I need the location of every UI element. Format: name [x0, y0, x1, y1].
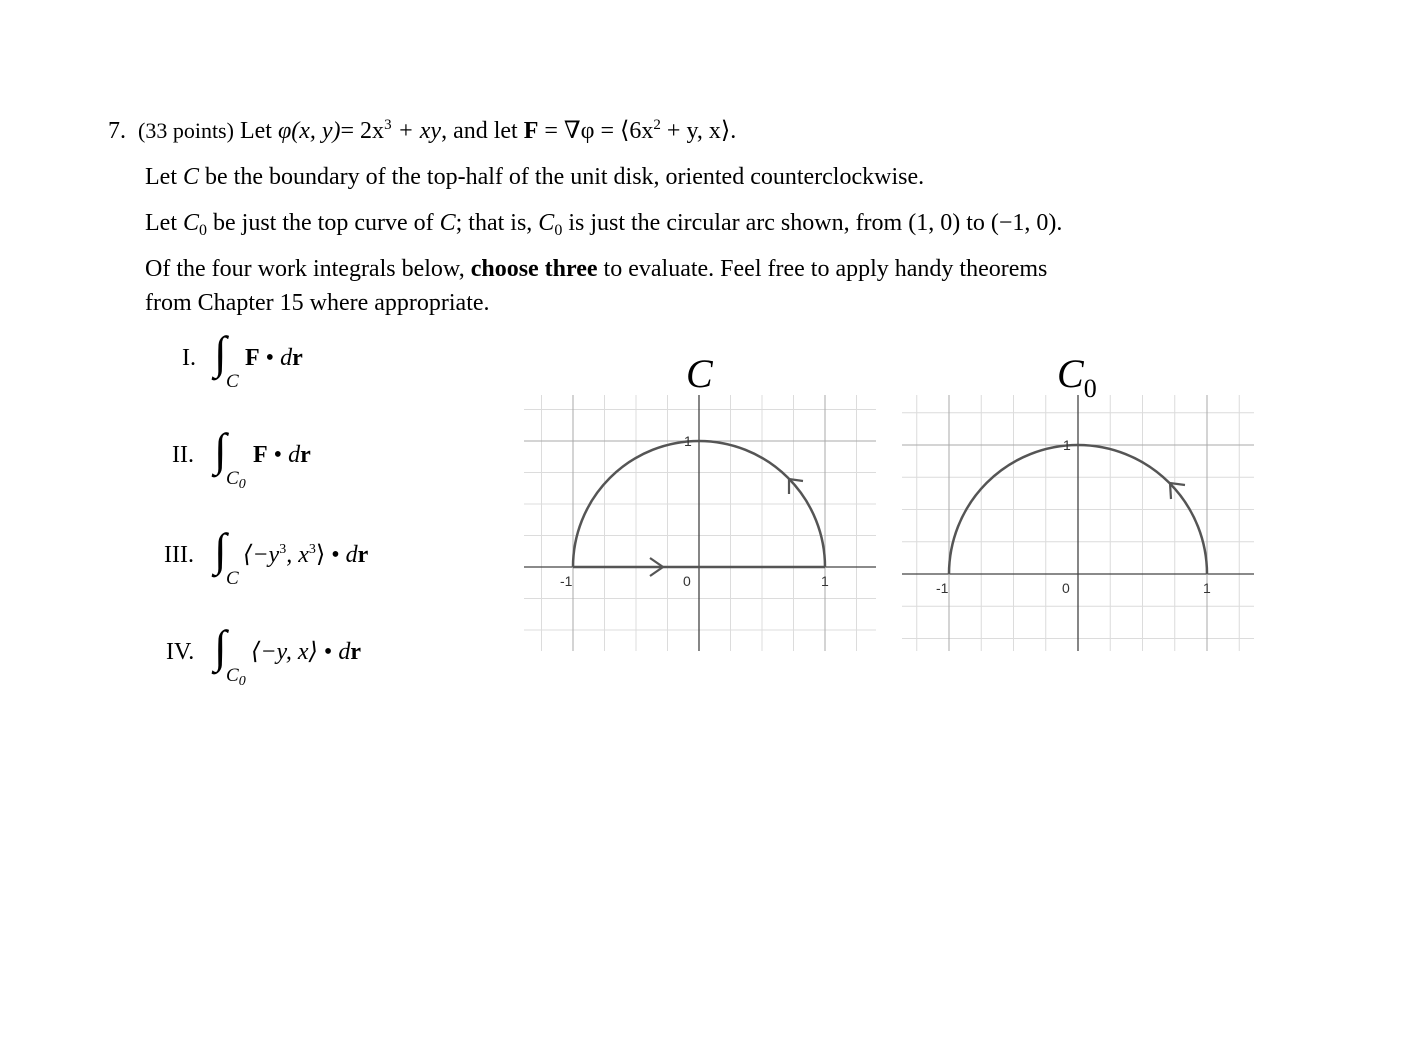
line4-a: Of the four work integrals below, — [145, 256, 471, 282]
line-boundary — [145, 163, 924, 191]
line-top-curve — [145, 209, 1062, 240]
r: r — [357, 542, 369, 568]
integral-sub — [226, 569, 239, 589]
problem-points: (33 points) — [138, 118, 234, 143]
integrand-I — [245, 344, 303, 372]
sub-0b: 0 — [554, 222, 563, 239]
vec-mid: , x — [286, 542, 309, 568]
F: F — [245, 345, 260, 371]
and-let: , and let — [441, 118, 524, 144]
sub-C: C — [226, 468, 239, 489]
title-sub: 0 — [1083, 374, 1097, 403]
line-instructions — [145, 255, 1047, 283]
sub-C: C — [226, 665, 239, 686]
numeral-I: I. — [182, 345, 196, 371]
numeral-II: II. — [172, 442, 194, 468]
vec: ⟨−y, x⟩ — [251, 639, 318, 665]
choose-three: choose three — [470, 256, 598, 282]
curve-C0-ref: C — [538, 210, 555, 236]
integral-sign: ∫ — [214, 621, 227, 672]
integral-sign: ∫ — [214, 424, 227, 475]
vec-tail: + y, x⟩. — [660, 118, 737, 144]
numeral-IV: IV. — [166, 639, 195, 665]
exp-b: 3 — [308, 542, 316, 557]
tick-origin: 0 — [1062, 580, 1070, 596]
integral-sub — [226, 666, 246, 688]
dot: • — [325, 542, 346, 568]
line3-d: is just the circular arc shown, from (1, 0) to (−1, 0). — [562, 210, 1063, 236]
curve-C0: C — [182, 210, 199, 236]
curve-C-ref: C — [439, 210, 456, 236]
title-text: C — [1057, 351, 1084, 396]
vec-end: ⟩ — [315, 542, 326, 568]
F: F — [253, 442, 268, 468]
r: r — [350, 639, 361, 665]
tick-right: 1 — [1203, 580, 1211, 596]
line2-b: be the boundary of the top-half of the unit disk, oriented counterclockwise. — [199, 164, 925, 190]
graph-title-C — [686, 352, 713, 396]
dot: • — [259, 345, 281, 371]
graph-C — [524, 395, 876, 651]
phi-eq: = 2x — [340, 118, 385, 144]
line3-c: ; that is, — [455, 210, 539, 236]
integrand-II — [253, 441, 311, 469]
title-text: C — [686, 351, 713, 396]
line2-a: Let — [145, 164, 183, 190]
problem-number: 7. — [108, 118, 126, 144]
tick-right: 1 — [821, 573, 829, 589]
exp-a: 3 — [279, 542, 287, 557]
tick-left: -1 — [560, 573, 573, 589]
dot: • — [267, 442, 289, 468]
grid — [524, 395, 876, 651]
d: d — [288, 442, 301, 468]
tick-left: -1 — [936, 580, 949, 596]
graph-C0 — [902, 395, 1254, 651]
sub-0: 0 — [238, 674, 246, 689]
graph-title-C0 — [1057, 352, 1097, 401]
grad-part: = ∇φ = ⟨6x — [538, 118, 654, 144]
r: r — [300, 442, 311, 468]
sub-C: C — [226, 568, 239, 589]
line4-b: to evaluate. Feel free to apply handy theorems — [597, 256, 1048, 282]
dot: • — [317, 639, 339, 665]
tick-top: 1 — [684, 433, 692, 449]
problem-header — [108, 117, 736, 148]
F-bold: F — [523, 118, 539, 144]
curve-C: C — [182, 164, 199, 190]
integral-sub — [226, 469, 246, 491]
d: d — [280, 345, 293, 371]
sub-C: C — [226, 371, 239, 392]
integral-sign: ∫ — [214, 524, 227, 575]
integrand-IV — [251, 638, 361, 666]
sub-0: 0 — [238, 477, 246, 492]
integral-sub — [226, 372, 239, 392]
d: d — [338, 639, 351, 665]
tick-top: 1 — [1063, 437, 1071, 453]
sub-0: 0 — [199, 222, 207, 239]
line3-a: Let — [145, 210, 183, 236]
r: r — [292, 345, 303, 371]
exp-3: 3 — [384, 117, 392, 133]
exp-2: 2 — [653, 117, 661, 133]
line-chapter: from Chapter 15 where appropriate. — [145, 290, 490, 316]
integrand-III — [243, 541, 368, 573]
numeral-III: III. — [164, 542, 194, 568]
d: d — [345, 542, 358, 568]
plus-xy: + xy — [391, 118, 442, 144]
vec-start: ⟨−y — [243, 542, 280, 568]
integral-sign: ∫ — [214, 327, 227, 378]
line3-b: be just the top curve of — [207, 210, 440, 236]
phi-def: φ(x, y) — [277, 118, 341, 144]
lead-text: Let — [239, 118, 272, 144]
tick-origin: 0 — [683, 573, 691, 589]
